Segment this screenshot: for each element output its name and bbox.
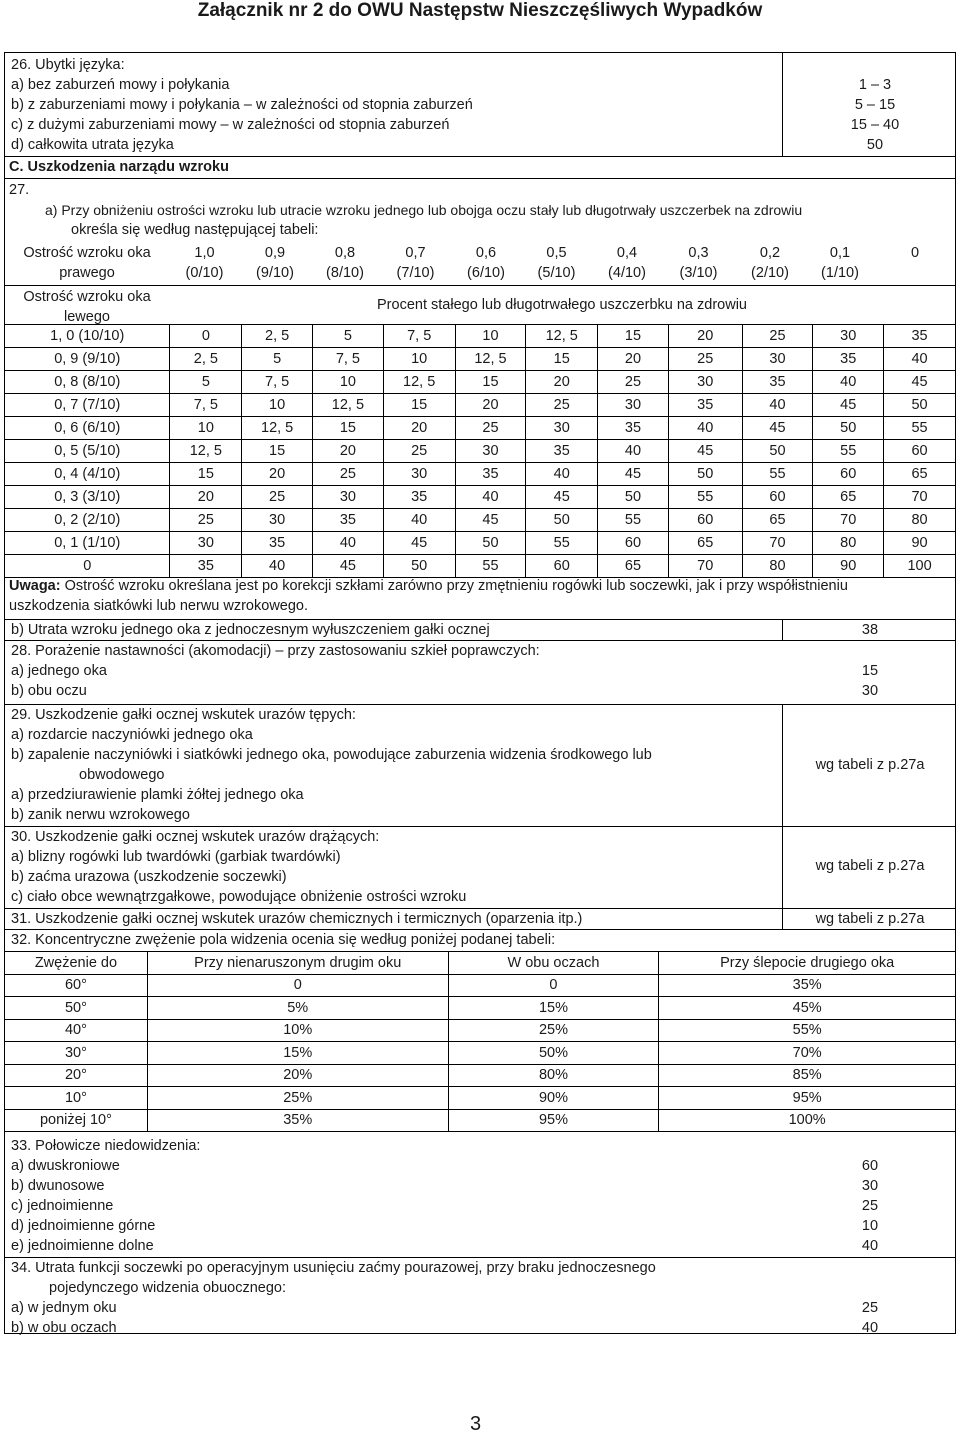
table-cell: 7, 5: [242, 371, 313, 394]
acuity-col-header: 0,1 (1/10): [821, 245, 859, 281]
column-header: Zwężenie do: [5, 952, 148, 975]
s33-value: 30: [861, 1178, 879, 1194]
page-header: Załącznik nr 2 do OWU Następstw Nieszczęśliwych Wypadków: [197, 0, 763, 21]
acuity-col-header: 0,4 (4/10): [608, 245, 646, 281]
column-header: Przy nienaruszonym drugim oku: [147, 952, 448, 975]
table-cell: 35: [313, 509, 384, 532]
s26-item: b) z zaburzeniami mowy i połykania – w zależności od stopnia zaburzeń: [11, 97, 473, 113]
table-cell: 80: [742, 555, 813, 578]
divider: [782, 826, 783, 908]
table-cell: 35: [383, 486, 455, 509]
s30-value: wg tabeli z p.27a: [815, 858, 925, 874]
table-cell: 90%: [448, 1087, 659, 1110]
table-row: [5, 555, 956, 578]
s34-title2: pojedynczego widzenia obuocznego:: [49, 1280, 287, 1296]
table-cell: 80: [813, 532, 884, 555]
table-row: [5, 417, 956, 440]
table-cell: 30: [598, 394, 669, 417]
row-label: 0: [5, 555, 170, 578]
divider: [5, 1257, 955, 1258]
table-cell: 40: [813, 371, 884, 394]
divider: [5, 285, 955, 286]
s28-item: a) jednego oka: [11, 663, 107, 679]
table-cell: 20: [242, 463, 313, 486]
table-cell: 10: [170, 417, 242, 440]
table-cell: 70%: [659, 1042, 956, 1065]
table-cell: 25: [242, 486, 313, 509]
table-cell: 12, 5: [383, 371, 455, 394]
left-eye-label: Ostrość wzroku oka lewego: [23, 289, 151, 325]
s28-item: b) obu oczu: [11, 683, 87, 699]
row-label: 0, 2 (2/10): [5, 509, 170, 532]
divider: [5, 826, 955, 827]
page-number: 3: [470, 1413, 482, 1435]
table-cell: 65: [884, 463, 956, 486]
table-cell: 90: [813, 555, 884, 578]
row-label: 0, 7 (7/10): [5, 394, 170, 417]
table-cell: 50: [598, 486, 669, 509]
divider: [5, 908, 955, 909]
table-row: [5, 325, 956, 348]
s31-title: 31. Uszkodzenie gałki ocznej wskutek urazów chemicznych i termicznych (oparzenia itp.): [11, 911, 583, 927]
table-cell: 20: [313, 440, 384, 463]
table-cell: 35: [526, 440, 598, 463]
table-cell: 50: [383, 555, 455, 578]
column-header: W obu oczach: [448, 952, 659, 975]
table-cell: 50: [884, 394, 956, 417]
table-cell: 10%: [147, 1019, 448, 1042]
table-cell: 65: [742, 509, 813, 532]
table-cell: 40: [313, 532, 384, 555]
table-cell: 30: [742, 348, 813, 371]
acuity-col-header: 0,9 (9/10): [256, 245, 294, 281]
s34-title: 34. Utrata funkcji soczewki po operacyjnym usunięciu zaćmy pourazowej, przy braku jednoczesnego: [11, 1260, 656, 1276]
table-cell: 45: [526, 486, 598, 509]
s33-title: 33. Połowicze niedowidzenia:: [11, 1138, 201, 1154]
row-label: 0, 3 (3/10): [5, 486, 170, 509]
table-cell: 15%: [147, 1042, 448, 1065]
table-cell: 55: [813, 440, 884, 463]
table-cell: 35%: [147, 1109, 448, 1132]
s29-item: a) przedziurawienie plamki żółtej jednego oka: [11, 787, 304, 803]
table-cell: 100%: [659, 1109, 956, 1132]
s33-value: 10: [861, 1218, 879, 1234]
acuity-col-header: 0,5 (5/10): [537, 245, 576, 281]
table-cell: 45: [742, 417, 813, 440]
table-cell: 35: [170, 555, 242, 578]
table-cell: 90: [884, 532, 956, 555]
table-cell: 40°: [5, 1019, 148, 1042]
s33-item: b) dwunosowe: [11, 1178, 105, 1194]
table-cell: 35: [813, 348, 884, 371]
table-cell: 10: [455, 325, 526, 348]
s29-item: a) rozdarcie naczyniówki jednego oka: [11, 727, 253, 743]
table-cell: 30: [455, 440, 526, 463]
table-cell: 0: [147, 974, 448, 997]
table-row: [5, 486, 956, 509]
table-cell: 2, 5: [242, 325, 313, 348]
table-cell: 15%: [448, 997, 659, 1020]
table-cell: 12, 5: [313, 394, 384, 417]
table-cell: 35: [455, 463, 526, 486]
table-cell: 25%: [147, 1087, 448, 1110]
table-cell: 40: [526, 463, 598, 486]
table-cell: 20°: [5, 1064, 148, 1087]
table-cell: 20: [383, 417, 455, 440]
row-label: 0, 5 (5/10): [5, 440, 170, 463]
table-cell: 60: [884, 440, 956, 463]
table-cell: 55: [455, 555, 526, 578]
s33-item: e) jednoimienne dolne: [11, 1238, 154, 1254]
s26-value: 15 – 40: [850, 117, 900, 133]
s34-value: 25: [861, 1300, 879, 1316]
s33-item: a) dwuskroniowe: [11, 1158, 120, 1174]
table-cell: 45: [668, 440, 742, 463]
s33-value: 25: [861, 1198, 879, 1214]
right-eye-label: Ostrość wzroku oka prawego: [23, 245, 151, 281]
s33-value: 40: [861, 1238, 879, 1254]
section-c-title: C. Uszkodzenia narządu wzroku: [9, 159, 229, 175]
row-label: 0, 6 (6/10): [5, 417, 170, 440]
table-cell: 30: [242, 509, 313, 532]
table-cell: 100: [884, 555, 956, 578]
table-cell: 25%: [448, 1019, 659, 1042]
table-cell: 50: [813, 417, 884, 440]
table-cell: 15: [598, 325, 669, 348]
table-cell: 60: [526, 555, 598, 578]
note-line2: uszkodzenia siatkówki lub nerwu wzrokowego.: [9, 598, 309, 614]
table-cell: 40: [383, 509, 455, 532]
table-cell: 20: [170, 486, 242, 509]
table-row: [5, 1019, 956, 1042]
s33-item: c) jednoimienne: [11, 1198, 114, 1214]
s34-value: 40: [861, 1320, 879, 1336]
s29-item: obwodowego: [79, 767, 165, 783]
s29-value: wg tabeli z p.27a: [815, 757, 925, 773]
table-cell: 45: [313, 555, 384, 578]
table-cell: 5: [170, 371, 242, 394]
table-cell: 10: [242, 394, 313, 417]
table-cell: 7, 5: [170, 394, 242, 417]
content-frame: [4, 52, 956, 1334]
table-cell: 30: [668, 371, 742, 394]
table-cell: 40: [242, 555, 313, 578]
acuity-col-header: 1,0 (0/10): [185, 245, 224, 281]
table-cell: 50: [455, 532, 526, 555]
s27b-label: b) Utrata wzroku jednego oka z jednoczesnym wyłuszczeniem gałki ocznej: [11, 622, 490, 638]
table-cell: 5: [313, 325, 384, 348]
table-cell: 70: [813, 509, 884, 532]
table-cell: 40: [455, 486, 526, 509]
s30-item: a) blizny rogówki lub twardówki (garbiak twardówki): [11, 849, 341, 865]
s33-item: d) jednoimienne górne: [11, 1218, 156, 1234]
table-cell: 45: [884, 371, 956, 394]
divider: [5, 704, 955, 705]
table-cell: 60°: [5, 974, 148, 997]
table-cell: 55: [526, 532, 598, 555]
table-cell: 25: [170, 509, 242, 532]
divider: [5, 178, 955, 179]
s26-item: d) całkowita utrata języka: [11, 137, 174, 153]
table-cell: 15: [242, 440, 313, 463]
table-cell: 20: [668, 325, 742, 348]
table-cell: 60: [598, 532, 669, 555]
table-cell: 55: [742, 463, 813, 486]
acuity-col-header: 0,6 (6/10): [467, 245, 505, 281]
acuity-col-header: 0,2 (2/10): [751, 245, 789, 281]
table-cell: 30: [813, 325, 884, 348]
table-row: [5, 1042, 956, 1065]
row-label: 0, 8 (8/10): [5, 371, 170, 394]
table-cell: 95%: [448, 1109, 659, 1132]
table-row: [5, 997, 956, 1020]
table-cell: 55: [668, 486, 742, 509]
table-cell: 40: [742, 394, 813, 417]
table-cell: 85%: [659, 1064, 956, 1087]
table-cell: 15: [383, 394, 455, 417]
table-cell: 20: [598, 348, 669, 371]
s26-item: a) bez zaburzeń mowy i połykania: [11, 77, 230, 93]
s29-item: b) zanik nerwu wzrokowego: [11, 807, 190, 823]
table-cell: 30°: [5, 1042, 148, 1065]
divider: [782, 908, 783, 929]
table-cell: 2, 5: [170, 348, 242, 371]
s32-title: 32. Koncentryczne zwężenie pola widzenia ocenia się według poniżej podanej tabeli:: [11, 932, 556, 948]
divider: [782, 619, 783, 640]
table-cell: 10°: [5, 1087, 148, 1110]
visual-field-table: [4, 951, 956, 1132]
table-cell: 15: [313, 417, 384, 440]
table-cell: 35: [668, 394, 742, 417]
table-cell: 25: [742, 325, 813, 348]
table-header-row: [5, 952, 956, 975]
table-cell: 12, 5: [170, 440, 242, 463]
divider: [782, 704, 783, 826]
table-cell: 45: [455, 509, 526, 532]
table-cell: 25: [598, 371, 669, 394]
table-cell: 65: [598, 555, 669, 578]
table-row: [5, 348, 956, 371]
table-cell: 12, 5: [455, 348, 526, 371]
table-cell: 95%: [659, 1087, 956, 1110]
table-cell: 70: [884, 486, 956, 509]
table-cell: 35: [242, 532, 313, 555]
table-cell: 65: [813, 486, 884, 509]
acuity-col-header: 0,8 (8/10): [326, 245, 364, 281]
table-cell: 70: [668, 555, 742, 578]
table-cell: 25: [668, 348, 742, 371]
s29-title: 29. Uszkodzenie gałki ocznej wskutek urazów tępych:: [11, 707, 356, 723]
divider: [5, 619, 955, 620]
table-cell: 50: [742, 440, 813, 463]
table-cell: 0: [448, 974, 659, 997]
s33-value: 60: [861, 1158, 879, 1174]
table-cell: 25: [455, 417, 526, 440]
table-cell: 30: [526, 417, 598, 440]
table-cell: 45%: [659, 997, 956, 1020]
table-cell: 45: [813, 394, 884, 417]
table-cell: 40: [884, 348, 956, 371]
acuity-col-header: 0,3 (3/10): [679, 245, 718, 281]
table-cell: 25: [526, 394, 598, 417]
table-row: [5, 532, 956, 555]
note: Uwaga: Ostrość wzroku określana jest po korekcji szkłami zarówno przy zmętnieniu rogówki lub soczewki, jak i przy współistnieniu: [9, 578, 848, 594]
table-cell: 60: [742, 486, 813, 509]
s26-title: 26. Ubytki języka:: [11, 57, 125, 73]
divider: [5, 156, 955, 157]
table-cell: 40: [598, 440, 669, 463]
table-cell: 45: [383, 532, 455, 555]
percent-caption: Procent stałego lub długotrwałego uszczerbku na zdrowiu: [377, 297, 747, 313]
table-cell: 20: [455, 394, 526, 417]
table-cell: 55: [884, 417, 956, 440]
s26-item: c) z dużymi zaburzeniami mowy – w zależności od stopnia zaburzeń: [11, 117, 450, 133]
table-cell: 30: [313, 486, 384, 509]
table-cell: 30: [170, 532, 242, 555]
s30-item: b) zaćma urazowa (uszkodzenie soczewki): [11, 869, 287, 885]
table-cell: 25: [313, 463, 384, 486]
row-label: 0, 1 (1/10): [5, 532, 170, 555]
table-row: [5, 1087, 956, 1110]
table-cell: 15: [455, 371, 526, 394]
table-cell: 0: [170, 325, 242, 348]
table-row: [5, 974, 956, 997]
table-cell: 70: [742, 532, 813, 555]
table-cell: 20%: [147, 1064, 448, 1087]
row-label: 1, 0 (10/10): [5, 325, 170, 348]
table-row: [5, 440, 956, 463]
table-cell: 50%: [448, 1042, 659, 1065]
table-cell: 45: [598, 463, 669, 486]
table-cell: 10: [383, 348, 455, 371]
table-cell: 12, 5: [526, 325, 598, 348]
s28-title: 28. Porażenie nastawności (akomodacji) – przy zastosowaniu szkieł poprawczych:: [11, 643, 540, 659]
table-cell: 50°: [5, 997, 148, 1020]
s26-value: 5 – 15: [854, 97, 896, 113]
acuity-col-header: 0: [910, 245, 920, 261]
s31-value: wg tabeli z p.27a: [815, 911, 925, 927]
s27-line1: a) Przy obniżeniu ostrości wzroku lub utracie wzroku jednego lub obojga oczu stały lub długotrwały uszczerbek na zdrowiu: [45, 202, 803, 218]
divider: [5, 640, 955, 641]
acuity-table: [4, 324, 956, 578]
table-cell: 50: [668, 463, 742, 486]
table-cell: 12, 5: [242, 417, 313, 440]
table-cell: 5: [242, 348, 313, 371]
table-cell: 35%: [659, 974, 956, 997]
s29-item: b) zapalenie naczyniówki i siatkówki jednego oka, powodujące zaburzenia widzenia środkowego lub: [11, 747, 652, 763]
s27b-value: 38: [861, 622, 879, 638]
table-cell: poniżej 10°: [5, 1109, 148, 1132]
divider: [782, 53, 783, 156]
s30-title: 30. Uszkodzenie gałki ocznej wskutek urazów drążących:: [11, 829, 380, 845]
s28-value: 30: [861, 683, 879, 699]
s34-item: a) w jednym oku: [11, 1300, 117, 1316]
divider: [5, 929, 955, 930]
s30-item: c) ciało obce wewnątrzgałkowe, powodujące obniżenie ostrości wzroku: [11, 889, 467, 905]
table-cell: 35: [598, 417, 669, 440]
table-cell: 35: [884, 325, 956, 348]
table-cell: 7, 5: [383, 325, 455, 348]
table-cell: 15: [526, 348, 598, 371]
table-cell: 60: [813, 463, 884, 486]
table-row: [5, 394, 956, 417]
s27-number: 27.: [9, 182, 30, 198]
table-cell: 80%: [448, 1064, 659, 1087]
s28-value: 15: [861, 663, 879, 679]
table-cell: 15: [170, 463, 242, 486]
s26-value: 50: [866, 137, 884, 153]
table-cell: 50: [526, 509, 598, 532]
table-cell: 25: [383, 440, 455, 463]
table-cell: 80: [884, 509, 956, 532]
table-row: [5, 1109, 956, 1132]
s26-value: 1 – 3: [858, 77, 892, 93]
table-row: [5, 371, 956, 394]
s27-line2: określa się według następującej tabeli:: [71, 222, 319, 238]
table-cell: 60: [668, 509, 742, 532]
acuity-col-header: 0,7 (7/10): [396, 245, 435, 281]
table-row: [5, 1064, 956, 1087]
table-cell: 40: [668, 417, 742, 440]
table-cell: 7, 5: [313, 348, 384, 371]
table-cell: 30: [383, 463, 455, 486]
table-cell: 55%: [659, 1019, 956, 1042]
s34-item: b) w obu oczach: [11, 1320, 117, 1336]
table-cell: 55: [598, 509, 669, 532]
table-cell: 35: [742, 371, 813, 394]
table-cell: 20: [526, 371, 598, 394]
table-cell: 65: [668, 532, 742, 555]
table-cell: 10: [313, 371, 384, 394]
row-label: 0, 4 (4/10): [5, 463, 170, 486]
column-header: Przy ślepocie drugiego oka: [659, 952, 956, 975]
table-row: [5, 509, 956, 532]
table-cell: 5%: [147, 997, 448, 1020]
table-row: [5, 463, 956, 486]
row-label: 0, 9 (9/10): [5, 348, 170, 371]
